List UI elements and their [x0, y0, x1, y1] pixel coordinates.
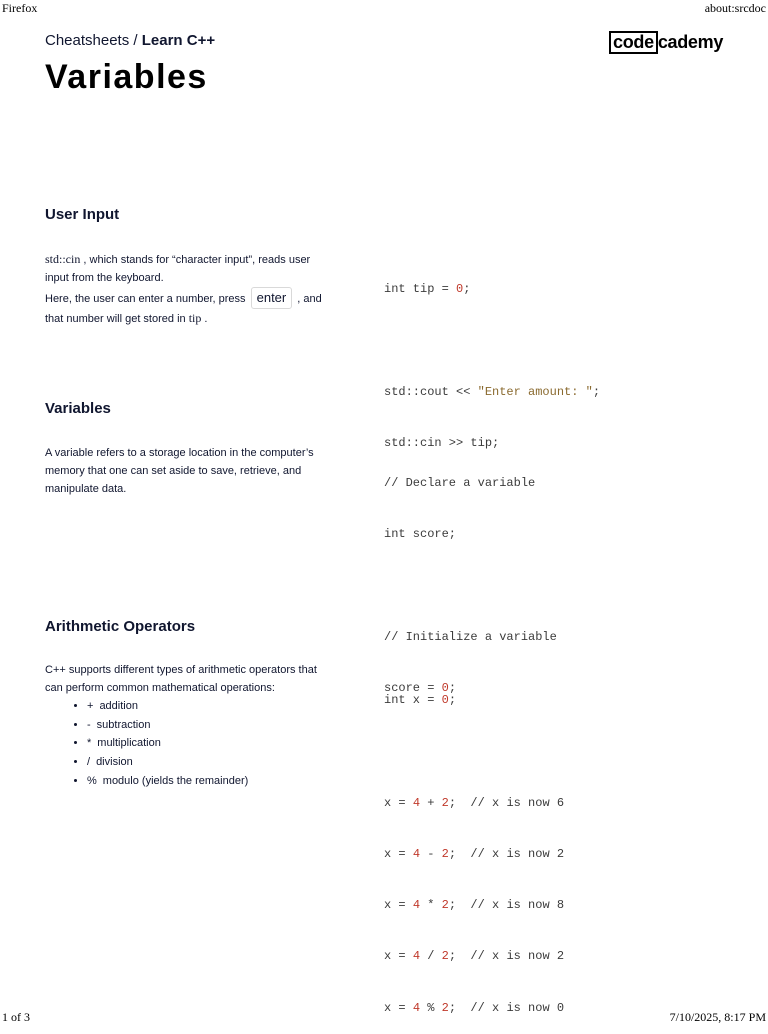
code-token: ; // x is now 0	[448, 1000, 565, 1015]
code-line	[384, 278, 600, 301]
code-token: x =	[384, 949, 413, 964]
code-number: 4	[412, 898, 421, 913]
operator-label: subtraction	[96, 718, 151, 731]
user-input-description	[45, 250, 335, 328]
user-input-p2-text-a: Here, the user can enter a number, press	[45, 293, 249, 305]
code-token: x =	[384, 898, 413, 913]
code-token: score =	[384, 681, 442, 696]
code-line	[384, 945, 564, 968]
arithmetic-description	[45, 661, 335, 791]
code-number: 0	[441, 693, 449, 707]
code-blank-line	[384, 575, 557, 598]
operator-label: addition	[99, 700, 138, 712]
code-number: 2	[441, 898, 449, 913]
section-heading-variables: Variables	[45, 400, 111, 417]
operator-symbol: %	[87, 774, 97, 787]
code-blank-line	[384, 740, 564, 763]
breadcrumb-separator: /	[129, 32, 142, 49]
code-comment-line: // Initialize a variable	[384, 629, 557, 644]
page-title: Variables	[45, 58, 208, 96]
print-timestamp: 7/10/2025, 8:17 PM	[669, 1010, 766, 1024]
code-token: int x =	[384, 693, 442, 707]
code-number: 4	[412, 795, 421, 810]
list-item	[87, 772, 335, 791]
page-count: 1 of 3	[2, 1010, 30, 1024]
code-token: +	[420, 795, 442, 810]
code-token: x =	[384, 846, 413, 861]
code-blank-line	[384, 329, 600, 352]
logo-rest-text: cademy	[657, 32, 724, 52]
codecademy-logo[interactable]	[609, 31, 723, 54]
code-token: x =	[384, 1000, 413, 1015]
code-number: 0	[456, 282, 464, 296]
code-token: ;	[592, 384, 601, 399]
code-token: ; // x is now 8	[448, 898, 565, 913]
user-input-paragraph-2	[45, 287, 335, 328]
enter-key-chip: enter	[251, 287, 293, 309]
operator-label: multiplication	[97, 737, 161, 750]
code-token: ; // x is now 6	[448, 795, 565, 810]
breadcrumb-parent-link[interactable]: Cheatsheets	[45, 32, 130, 49]
user-input-paragraph-1	[45, 250, 335, 287]
operator-symbol: +	[87, 700, 94, 712]
code-line	[384, 792, 564, 815]
code-token: ;	[448, 681, 457, 696]
list-item	[87, 697, 335, 716]
list-item	[87, 753, 335, 772]
code-number: 4	[412, 1000, 421, 1015]
code-line	[384, 689, 564, 712]
code-number: 2	[441, 1000, 449, 1015]
print-header-app: Firefox	[2, 1, 38, 15]
code-string: "Enter amount: "	[477, 384, 593, 399]
operator-symbol: *	[87, 737, 92, 750]
code-comment-line: // Declare a variable	[384, 476, 536, 490]
code-token: ;	[448, 693, 457, 707]
code-token: -	[420, 846, 442, 861]
operator-label: division	[96, 756, 133, 769]
arithmetic-code-block	[384, 661, 564, 1034]
variables-description	[45, 444, 335, 498]
section-heading-user-input: User Input	[45, 206, 120, 223]
breadcrumb	[45, 32, 215, 49]
list-item	[87, 734, 335, 753]
operator-label: modulo (yields the remainder)	[102, 774, 249, 787]
print-footer	[0, 1010, 768, 1025]
breadcrumb-current[interactable]: Learn C++	[141, 32, 216, 49]
user-input-p1-text: , which stands for “character input”, reads user input from the keyboard.	[45, 254, 311, 284]
code-line: std::cin >> tip;	[384, 435, 500, 450]
code-token: ; // x is now 2	[448, 949, 565, 964]
code-keyword-std-cin: std::cin	[45, 252, 81, 266]
code-keyword-tip: tip	[188, 311, 202, 325]
code-line	[384, 843, 564, 866]
operator-symbol: -	[87, 718, 91, 731]
code-token: x =	[384, 795, 413, 810]
print-header-url: about:srcdoc	[704, 1, 766, 15]
code-number: 0	[441, 681, 449, 696]
code-number: 4	[412, 949, 421, 964]
print-header	[0, 1, 768, 16]
code-token: /	[420, 949, 442, 964]
user-input-code-block	[384, 250, 600, 469]
variables-paragraph: A variable refers to a storage location in the computer’s memory that one can set aside to save, retrieve, and manipulate data.	[45, 447, 314, 495]
code-number: 2	[441, 795, 449, 810]
code-token: ;	[463, 282, 471, 296]
code-line	[384, 381, 600, 404]
operator-list	[45, 697, 335, 791]
list-item	[87, 716, 335, 735]
user-input-p2-text-c: .	[201, 313, 208, 325]
code-number: 2	[441, 846, 449, 861]
code-line: int score;	[384, 527, 457, 542]
section-heading-arithmetic-operators: Arithmetic Operators	[45, 618, 196, 635]
user-input-p2-text-b: , and that number will get stored in	[45, 293, 322, 325]
arithmetic-paragraph: C++ supports different types of arithmetic operators that can perform common mathematical operations:	[45, 664, 317, 694]
code-token: %	[420, 1000, 442, 1015]
code-token: int tip =	[384, 282, 457, 296]
code-token: *	[420, 898, 442, 913]
code-number: 4	[412, 846, 421, 861]
code-token: ; // x is now 2	[448, 846, 565, 861]
operator-symbol: /	[87, 756, 91, 769]
code-line	[384, 894, 564, 917]
logo-boxed-text: code	[609, 31, 658, 54]
code-token: std::cout <<	[384, 384, 478, 399]
code-number: 2	[441, 949, 449, 964]
